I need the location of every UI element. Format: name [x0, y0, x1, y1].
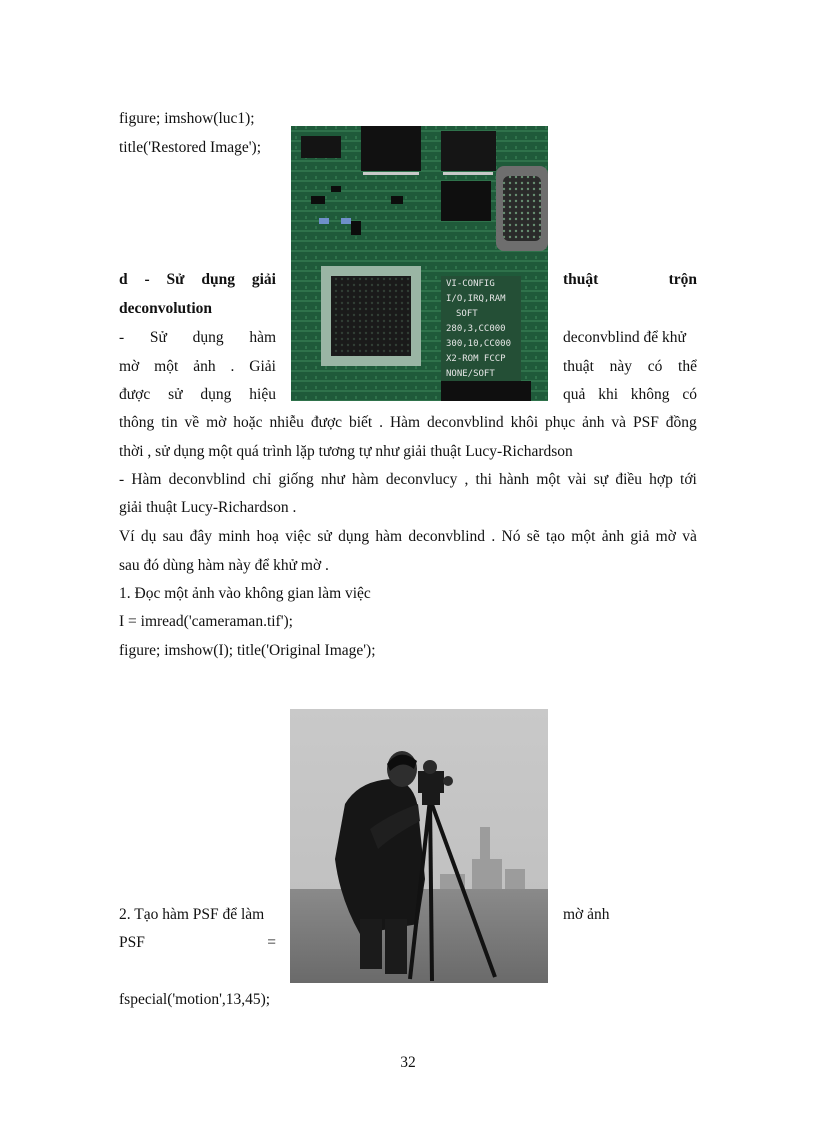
- word: hoạ: [256, 528, 279, 545]
- word: sự: [593, 471, 609, 488]
- word: dụ: [140, 528, 157, 545]
- word: như: [320, 471, 345, 488]
- word: hành: [499, 471, 530, 488]
- word: giống: [278, 471, 314, 488]
- svg-text:300,10,CC000: 300,10,CC000: [446, 339, 512, 349]
- word: -: [119, 471, 125, 488]
- code-line-figure: figure; imshow(luc1);: [119, 110, 255, 127]
- body-p3-line1: [119, 527, 697, 547]
- word: ảnh: [601, 528, 625, 545]
- svg-text:280,3,CC000: 280,3,CC000: [446, 324, 506, 334]
- word: dụng: [200, 386, 232, 403]
- word: quả: [563, 386, 586, 403]
- psf-label: PSF: [119, 934, 145, 951]
- wrap-row3-left: [119, 385, 276, 405]
- word: tin: [161, 414, 178, 431]
- psf-line: [119, 933, 276, 953]
- step2-right: mờ ảnh: [563, 906, 610, 923]
- word: tới: [680, 471, 697, 488]
- psf-equals: =: [267, 934, 276, 951]
- word: hoặc: [233, 414, 263, 431]
- word: ,: [464, 471, 469, 488]
- word: đồng: [665, 414, 697, 431]
- word: mờ: [206, 414, 227, 431]
- word: đây: [189, 528, 212, 545]
- word: hàm: [352, 471, 379, 488]
- word: deconvlucy: [385, 471, 458, 488]
- word: và: [611, 414, 627, 431]
- word: vài: [567, 471, 587, 488]
- word: Sử: [149, 329, 167, 346]
- word: .: [379, 414, 384, 431]
- wrap-row1-right: deconvblind để khử: [563, 329, 686, 346]
- svg-text:X2-ROM FCCP: X2-ROM FCCP: [446, 354, 506, 364]
- word: Hàm: [131, 471, 162, 488]
- word: này: [609, 358, 633, 375]
- heading-word: thuật: [563, 271, 599, 288]
- word: sau: [162, 528, 184, 545]
- word: dụng: [192, 329, 224, 346]
- word: mờ: [655, 528, 676, 545]
- wrap-row1-left: [119, 328, 276, 348]
- word: và: [682, 528, 697, 545]
- word: Ví: [119, 528, 135, 545]
- word: chỉ: [252, 471, 272, 488]
- word: được: [119, 386, 151, 403]
- heading-word: trộn: [668, 271, 697, 288]
- heading-word: d: [119, 271, 128, 288]
- word: sẽ: [526, 528, 540, 545]
- word: phục: [545, 414, 576, 431]
- word: thông: [119, 414, 155, 431]
- wrap-row2-right: [563, 357, 697, 377]
- word: việc: [285, 528, 312, 545]
- word: mờ: [119, 358, 140, 375]
- word: có: [682, 386, 697, 403]
- wrap-row3-right: [563, 385, 697, 405]
- word: hàm: [375, 528, 403, 545]
- svg-text:SOFT: SOFT: [456, 309, 478, 319]
- code-imread: I = imread('cameraman.tif');: [119, 613, 293, 630]
- heading-word: Sử: [166, 271, 185, 288]
- word: sử: [317, 528, 332, 545]
- word: về: [184, 414, 200, 431]
- body-p1-line1: [119, 413, 697, 433]
- body-p3-line2: sau đó dùng hàm này để khử mờ .: [119, 557, 329, 574]
- word: nhiễu: [269, 414, 304, 431]
- word: sử: [168, 386, 183, 403]
- heading-word: giải: [251, 271, 276, 288]
- word: không: [630, 386, 670, 403]
- word: ảnh: [582, 414, 605, 431]
- word: Giải: [249, 358, 276, 375]
- heading-word: -: [144, 271, 150, 288]
- word: Hàm: [389, 414, 421, 431]
- word: .: [491, 528, 496, 545]
- body-p1-line2: thời , sử dụng một quá trình lặp tương tự như giải thuật Lucy-Richardson: [119, 443, 573, 460]
- word: hợp: [649, 471, 673, 488]
- word: có: [647, 358, 663, 375]
- word: deconvblind: [408, 528, 486, 545]
- body-p2-line2: giải thuật Lucy-Richardson .: [119, 499, 297, 516]
- word: điều: [615, 471, 642, 488]
- word: .: [230, 358, 235, 375]
- word: tạo: [546, 528, 565, 545]
- word: dụng: [338, 528, 370, 545]
- body-p2-line1: [119, 470, 697, 490]
- section-heading-right: [563, 270, 697, 290]
- word: một: [154, 358, 179, 375]
- word: minh: [218, 528, 251, 545]
- word: một: [571, 528, 596, 545]
- svg-text:I/O,IRQ,RAM: I/O,IRQ,RAM: [446, 294, 506, 304]
- wrap-row2-left: [119, 357, 276, 377]
- word: một: [536, 471, 561, 488]
- svg-text:VI-CONFIG: VI-CONFIG: [446, 279, 495, 289]
- word: hiệu: [249, 386, 276, 403]
- word: thể: [678, 358, 697, 375]
- word: hàm: [249, 329, 276, 346]
- code-figure-original: figure; imshow(I); title('Original Image');: [119, 642, 376, 659]
- word: khôi: [510, 414, 539, 431]
- circuit-board-image: [291, 126, 548, 401]
- word: biết: [348, 414, 373, 431]
- step2-left: 2. Tạo hàm PSF để làm: [119, 906, 265, 923]
- svg-text:NONE/SOFT: NONE/SOFT: [446, 369, 495, 379]
- word: giả: [630, 528, 650, 545]
- word: Nó: [501, 528, 521, 545]
- word: thi: [475, 471, 492, 488]
- word: được: [310, 414, 343, 431]
- word: ảnh: [193, 358, 216, 375]
- cameraman-image: [290, 709, 548, 983]
- word: -: [119, 329, 125, 346]
- word: thuật: [563, 358, 594, 375]
- page-number: 32: [400, 1054, 416, 1071]
- step1-text: 1. Đọc một ảnh vào không gian làm việc: [119, 585, 371, 602]
- code-line-title: title('Restored Image');: [119, 139, 262, 156]
- heading-word: dụng: [201, 271, 235, 288]
- word: PSF: [632, 414, 659, 431]
- word: deconvblind: [168, 471, 246, 488]
- word: khi: [598, 386, 618, 403]
- section-heading-line2: deconvolution: [119, 300, 213, 317]
- section-heading-left: [119, 270, 276, 290]
- word: deconvblind: [427, 414, 504, 431]
- code-fspecial: fspecial('motion',13,45);: [119, 991, 271, 1008]
